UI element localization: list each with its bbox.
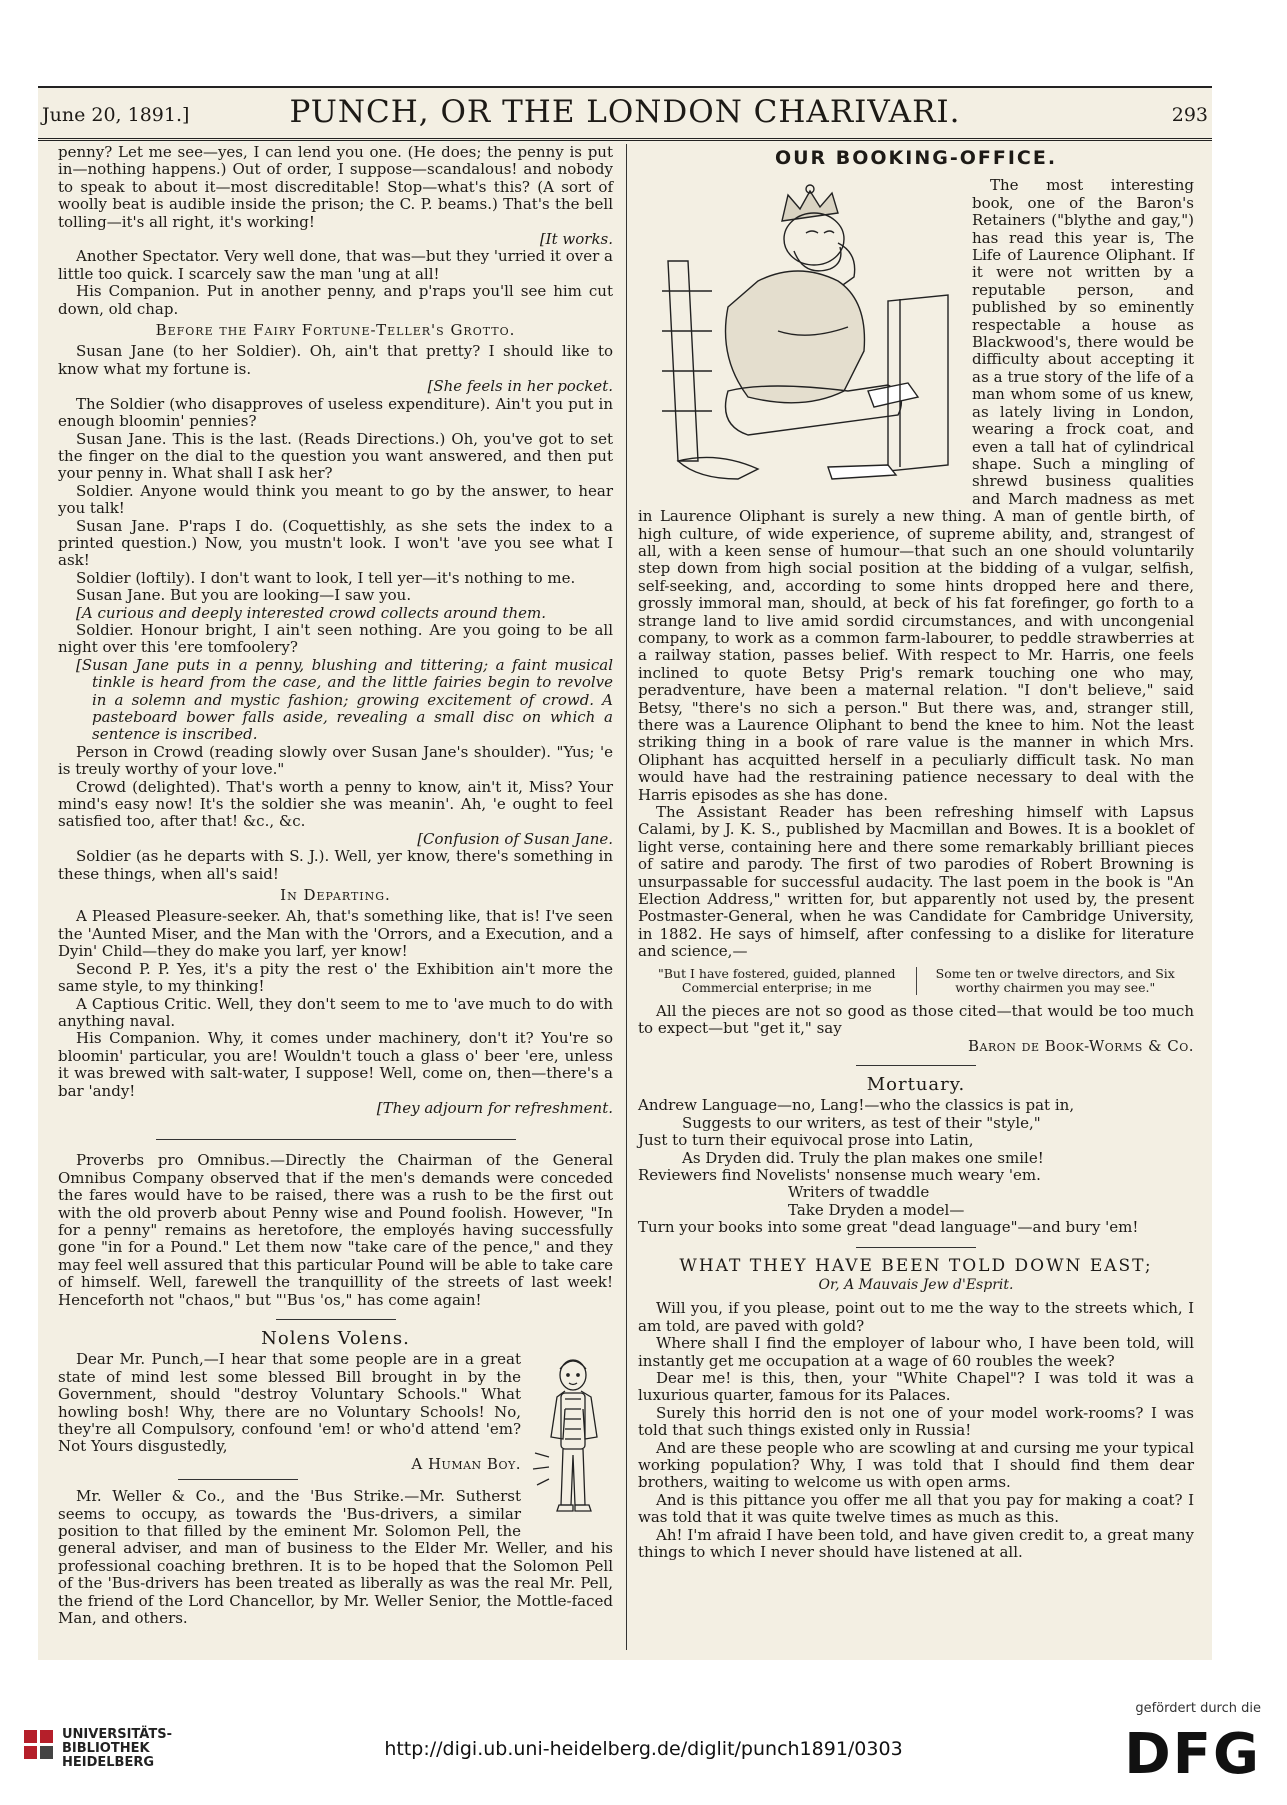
article-proverbs: Proverbs pro Omnibus.—Directly the Chairman of the General Omnibus Company observed that if the men's demands were conceded the fares would have to be raised, there was a rush to be the first out with the old proverb about Penny wise and Pound foolish. However, "In for a penny" remains as heretofore, the employés having successfully gone "in for a Pound." Let them now "take care of the pence," and they may feel well assured that this particular Pound will be able to take care of himself. Well, farewell the tranquillity of the streets of last week! Henceforth not "chaos," but "'Bus 'os," has come again!	[58, 1151, 613, 1309]
poem-line: Writers of twaddle	[788, 1183, 930, 1202]
paragraph: And are these people who are scowling at and cursing me your typical working population? Why, I was told that I should find them dear brothers, waiting to welcome us with open arms.	[638, 1438, 1194, 1492]
paragraph: His Companion. Why, it comes under machinery, don't it? You're so bloomin' particular, you are! Wouldn't touch a glass o' beer 'ere, unless it was brewed with salt-water, I suppose! Well, come on, then—there's a bar 'andy!	[58, 1029, 613, 1100]
library-name-line: BIBLIOTHEK	[62, 1741, 150, 1756]
baron-reading-illustration	[638, 181, 958, 491]
section-rule	[856, 1247, 976, 1248]
left-column	[58, 144, 613, 1628]
viewer-footer	[0, 1676, 1287, 1805]
section-rule	[156, 1139, 516, 1140]
paragraph: Surely this horrid den is not one of your model work-rooms? I was told that such things existed only in Russia!	[638, 1403, 1194, 1440]
signature: Baron de Book-Worms & Co.	[968, 1036, 1194, 1055]
paragraph: All the pieces are not so good as those cited—that would be too much to expect—but "get it," say	[638, 1001, 1194, 1038]
article-heading-mortuary: Mortuary.	[866, 1073, 966, 1095]
page-number: 293	[1171, 104, 1208, 126]
poem-line: Just to turn their equivocal prose into Latin,	[638, 1131, 974, 1150]
paragraph	[638, 177, 1194, 804]
paragraph: Another Spectator. Very well done, that was—but they 'urried it over a little too quick. I scarcely saw the man 'ung at all!	[58, 247, 613, 283]
schoolboy-illustration	[529, 1353, 613, 1533]
page-header	[38, 86, 1212, 141]
article-heading-east: WHAT THEY HAVE BEEN TOLD DOWN EAST;	[679, 1255, 1153, 1276]
paragraph: Soldier. Honour bright, I ain't seen nothing. Are you going to be all night over this 'ere tomfoolery?	[58, 620, 613, 657]
library-name-line: HEIDELBERG	[62, 1755, 155, 1770]
poem-line: As Dryden did. Truly the plan makes one smile!	[682, 1148, 1044, 1167]
poem-line: Reviewers find Novelists' nonsense much weary 'em.	[638, 1165, 1041, 1184]
poem-line: Andrew Language—no, Lang!—who the classics is pat in,	[638, 1096, 1075, 1115]
article-heading-nolens: Nolens Volens.	[261, 1328, 410, 1349]
paragraph: Crowd (delighted). That's worth a penny to know, ain't it, Miss? Your mind's easy now! It's the soldier she was meanin'. Ah, 'e ought to feel satisfied too, after that! &c., &c.	[58, 777, 613, 831]
stage-direction: [Susan Jane puts in a penny, blushing and tittering; a faint musical tinkle is heard from the case, and the little fairies begin to revolve in a solemn and mystic fashion; growing excitement of crowd. A pasteboard bower falls aside, revealing a small disc on which a sentence is inscribed.	[76, 655, 613, 744]
stage-direction: [A curious and deeply interested crowd collects around them.	[76, 603, 546, 622]
signature: A Human Boy.	[411, 1454, 521, 1473]
paragraph: And is this pittance you offer me all that you pay for making a coat? I was told that it was quite twelve times as much as this.	[638, 1490, 1194, 1527]
stage-direction: [It works.	[539, 230, 613, 249]
paragraph: Soldier (as he departs with S. J.). Well, yer know, there's something in these things, when all's said!	[58, 847, 613, 883]
paragraph: The Soldier (who disapproves of useless expenditure). Ain't you put in enough bloomin' pennies?	[58, 394, 613, 431]
stage-direction: [They adjourn for refreshment.	[376, 1098, 613, 1117]
booking-text: The most interesting book, one of the Baron's Retainers ("blythe and gay,") has read this year is, The Life of Laurence Oliphant. If it were not written by a reputable person, and published by so eminently respectable a house as Blackwood's, there would be difficulty about accepting it as a true story of the life of a man whom some of us knew, as lately living in London, wearing a frock coat, and even a tall hat of cylindrical shape. Such a mingling of shrewd business qualities and March madness as met in Laurence Oliphant is surely a new thing. A man of gentle birth, of high culture, of wide experience, of supreme ability, and, strangest of all, with a keen sense of humour—that such an one should voluntarily step down from high social position at the bidding of a vulgar, selfish, self-seeking, and, according to some hints dropped here and there, grossly immoral man, should, at beck of his fat forefinger, go forth to a strange land to live amid sordid circumstances, and with uncongenial company, to work as a common farm-labourer, to peddle strawberries at a railway station, passes belief. With respect to Mr. Harris, one feels inclined to quote Betsy Prig's remark touching one who may, peradventure, have been a maternal relation. "I don't believe," said Betsy, "there's no sich a person." But there was, and, stranger still, there was a Laurence Oliphant to bend the knee to him. Not the least striking thing in a book of rare value is the manner in which Mrs. Oliphant has acquitted herself in a peculiarly difficult task. No man would have had the restraining patience necessary to deal with the Harris episodes as she has done.	[638, 176, 1194, 804]
paragraph: Will you, if you please, point out to me the way to the streets which, I am told, are paved with gold?	[638, 1299, 1194, 1335]
paragraph: Where shall I find the employer of labour who, I have been told, will instantly get me occupation at a wage of 60 roubles the week?	[638, 1334, 1194, 1370]
column-divider	[626, 144, 627, 1650]
stage-direction: [She feels in her pocket.	[427, 377, 613, 396]
paragraph: Susan Jane. P'raps I do. (Coquettishly, as she sets the index to a printed question.) Now, you mustn't look. I won't 'ave you see what I ask!	[58, 516, 613, 570]
poem-line: Take Dryden a model—	[788, 1200, 965, 1219]
issue-date: June 20, 1891.]	[42, 104, 190, 126]
section-rule	[178, 1479, 298, 1480]
mortuary-poem	[638, 1097, 1194, 1236]
paragraph: Susan Jane. This is the last. (Reads Directions.) Oh, you've got to set the finger on the dial to the question you want answered, and then put your penny in. What shall I ask her?	[58, 429, 613, 483]
article-nolens: Dear Mr. Punch,—I hear that some people are in a great state of mind lest some blessed Bill brought in by the Government, should "destroy Voluntary Schools." What howling bosh! Why, there are no Voluntary Schools! No, they're all Compulsory, confound 'em! or who'd attend 'em? Not Yours disgustedly,	[58, 1350, 521, 1456]
quote-left: "But I have fostered, guided, planned Commercial enterprise; in me	[658, 965, 896, 995]
paragraph: Soldier (loftily). I don't want to look, I tell yer—it's nothing to me.	[76, 568, 576, 587]
section-heading-departing: In Departing.	[280, 886, 391, 905]
quote-right: Some ten or twelve directors, and Six worthy chairmen you may see."	[916, 967, 1195, 995]
source-url-link[interactable]: http://digi.ub.uni-heidelberg.de/diglit/punch1891/0303	[384, 1738, 903, 1760]
article-heading-booking-office: OUR BOOKING-OFFICE.	[774, 147, 1058, 169]
paragraph: Susan Jane (to her Soldier). Oh, ain't that pretty? I should like to know what my fortune is.	[58, 342, 613, 378]
scanned-page	[38, 86, 1212, 1660]
article-weller: Mr. Weller & Co., and the 'Bus Strike.—Mr. Sutherst seems to occupy, as towards the 'Bus-drivers, a similar position to that filled by the eminent Mr. Solomon Pell, the general adviser, and man of business to the Elder Mr. Weller, and his professional coaching brethren. It is to be hoped that the Solomon Pell of the 'Bus-drivers has been treated as liberally as was the real Mr. Pell, the friend of the Lord Chancellor, by Mr. Weller Senior, the Mottle-faced Man, and others.	[58, 1487, 613, 1628]
verse-quotation	[638, 967, 1194, 995]
stage-direction: [Confusion of Susan Jane.	[417, 829, 613, 848]
paragraph: Person in Crowd (reading slowly over Susan Jane's shoulder). "Yus; 'e is treuly worthy of your love."	[58, 742, 613, 779]
paragraph: Susan Jane. But you are looking—I saw you.	[76, 586, 412, 605]
masthead-title: PUNCH, OR THE LONDON CHARIVARI.	[289, 94, 961, 130]
section-rule	[276, 1319, 396, 1320]
sponsor-caption: gefördert durch die	[1135, 1701, 1261, 1716]
paragraph: penny? Let me see—yes, I can lend you one. (He does; the penny is put in—nothing happens.) Out of order, I suppose—scandalous! and nobody to speak to about it—most discreditable! Stop—what's this? (A sort of woolly beat is audible inside the prison; the C. P. beams.) That's the bell tolling—it's all right, it's working!	[58, 143, 613, 231]
paragraph: A Pleased Pleasure-seeker. Ah, that's something like, that is! I've seen the 'Aunted Miser, and the Man with the 'Orrors, and a Execution, and a Dyin' Child—they do make you larf, yer know!	[58, 907, 613, 961]
paragraph: Dear me! is this, then, your "White Chapel"? I was told it was a luxurious quarter, famous for its Palaces.	[638, 1369, 1194, 1405]
section-heading-grotto: Before the Fairy Fortune-Teller's Grotto.	[155, 321, 516, 340]
poem-line: Suggests to our writers, as test of their "style,"	[682, 1113, 1041, 1132]
poem-line: Turn your books into some great "dead language"—and bury 'em!	[638, 1218, 1139, 1237]
paragraph: His Companion. Put in another penny, and p'raps you'll see him cut down, old chap.	[58, 282, 613, 318]
section-rule	[856, 1065, 976, 1066]
paragraph: Second P. P. Yes, it's a pity the rest o' the Exhibition ain't more the same style, to my thinking!	[58, 959, 613, 996]
dfg-logo: DFG	[1124, 1722, 1261, 1787]
right-column	[638, 144, 1194, 1561]
article-subheading: Or, A Mauvais Jew d'Esprit.	[818, 1276, 1014, 1293]
paragraph: Soldier. Anyone would think you meant to go by the answer, to hear you talk!	[58, 481, 613, 518]
paragraph: Ah! I'm afraid I have been told, and have given credit to, a great many things to which I never should have listened at all.	[638, 1525, 1194, 1562]
paragraph: A Captious Critic. Well, they don't seem to me to 'ave much to do with anything naval.	[58, 994, 613, 1030]
library-name-line: UNIVERSITÄTS-	[62, 1727, 172, 1742]
paragraph: The Assistant Reader has been refreshing himself with Lapsus Calami, by J. K. S., published by Macmillan and Bowes. It is a booklet of light verse, containing here and there some remarkably brilliant pieces of satire and parody. The first of two parodies of Robert Browning is unsurpassable for successful audacity. The last poem in the book is "An Election Address," written for, but apparently not used by, the present Postmaster-General, when he was Candidate for Cambridge University, in 1882. He says of himself, after confessing to a dislike for literature and science,—	[638, 803, 1194, 961]
